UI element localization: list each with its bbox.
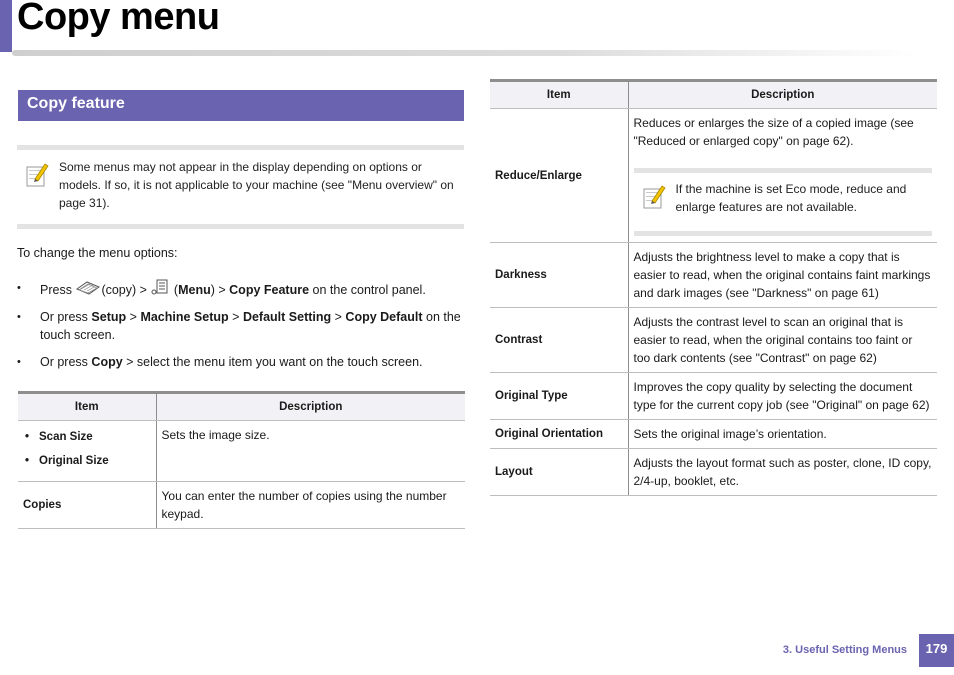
step-item: • Or press Setup > Machine Setup > Default Setting > Copy Default on the touch screen. xyxy=(17,308,467,344)
item-description: You can enter the number of copies using the number keypad. xyxy=(156,482,465,529)
menu-icon xyxy=(150,279,170,297)
step-item: • Or press Copy > select the menu item you want on the touch screen. xyxy=(17,353,467,371)
steps-list xyxy=(17,279,467,380)
item-description: Adjusts the layout format such as poster, clone, ID copy, 2/4-up, booklet, etc. xyxy=(628,449,937,496)
item-label: Darkness xyxy=(490,243,628,308)
item-label: Layout xyxy=(490,449,628,496)
item-label: • Original Size xyxy=(23,452,151,470)
options-table-right xyxy=(490,79,937,496)
table-row xyxy=(490,109,937,243)
item-label: Contrast xyxy=(490,308,628,373)
table-row xyxy=(490,373,937,420)
item-description: Adjusts the brightness level to make a copy that is easier to read, when the original contains faint markings and dark images (see "Darkness" on page 61) xyxy=(628,243,937,308)
table-row xyxy=(490,308,937,373)
page-title: Copy menu xyxy=(17,0,220,38)
item-label: Original Type xyxy=(490,373,628,420)
column-header-item: Item xyxy=(490,81,628,109)
column-header-description: Description xyxy=(156,393,465,421)
table-row xyxy=(490,449,937,496)
note-text: If the machine is set Eco mode, reduce and enlarge features are not available. xyxy=(675,182,907,214)
copy-icon xyxy=(75,279,101,297)
item-label: Reduce/Enlarge xyxy=(490,109,628,243)
item-description: Improves the copy quality by selecting the document type for the current copy job (see "Original" on page 62) xyxy=(628,373,937,420)
item-label: Copies xyxy=(18,482,156,529)
note-pencil-icon xyxy=(25,162,49,188)
item-description: Adjusts the contrast level to scan an original that is easier to read, when the original contains too faint or too dark contents (see "Contrast" on page 62) xyxy=(628,308,937,373)
options-table-left xyxy=(18,391,465,529)
item-list xyxy=(23,428,151,470)
item-description: Reduces or enlarges the size of a copied image (see "Reduced or enlarged copy" on page 62). xyxy=(633,116,914,148)
item-description: Sets the image size. xyxy=(156,421,465,482)
title-divider xyxy=(12,50,917,56)
page-number: 179 xyxy=(919,634,954,667)
section-heading: Copy feature xyxy=(18,90,464,121)
intro-text: To change the menu options: xyxy=(17,246,178,260)
step-item: • Press (copy) > (Menu) > Copy Feature on the control panel. xyxy=(17,279,467,299)
table-row xyxy=(18,482,465,529)
table-row xyxy=(490,243,937,308)
column-header-item: Item xyxy=(18,393,156,421)
note-box xyxy=(634,168,932,236)
item-label: Original Orientation xyxy=(490,420,628,449)
note-text: Some menus may not appear in the display depending on options or models. If so, it is not applicable to your machine (see "Menu overview" on page 31). xyxy=(59,160,454,210)
note-pencil-icon xyxy=(642,184,666,210)
table-row xyxy=(490,420,937,449)
table-row xyxy=(18,421,465,482)
note-box xyxy=(17,145,464,229)
item-label: • Scan Size xyxy=(23,428,151,446)
item-description: Sets the original image’s orientation. xyxy=(628,420,937,449)
column-header-description: Description xyxy=(628,81,937,109)
chapter-accent-bar xyxy=(0,0,12,52)
footer-chapter: 3. Useful Setting Menus xyxy=(782,644,907,656)
